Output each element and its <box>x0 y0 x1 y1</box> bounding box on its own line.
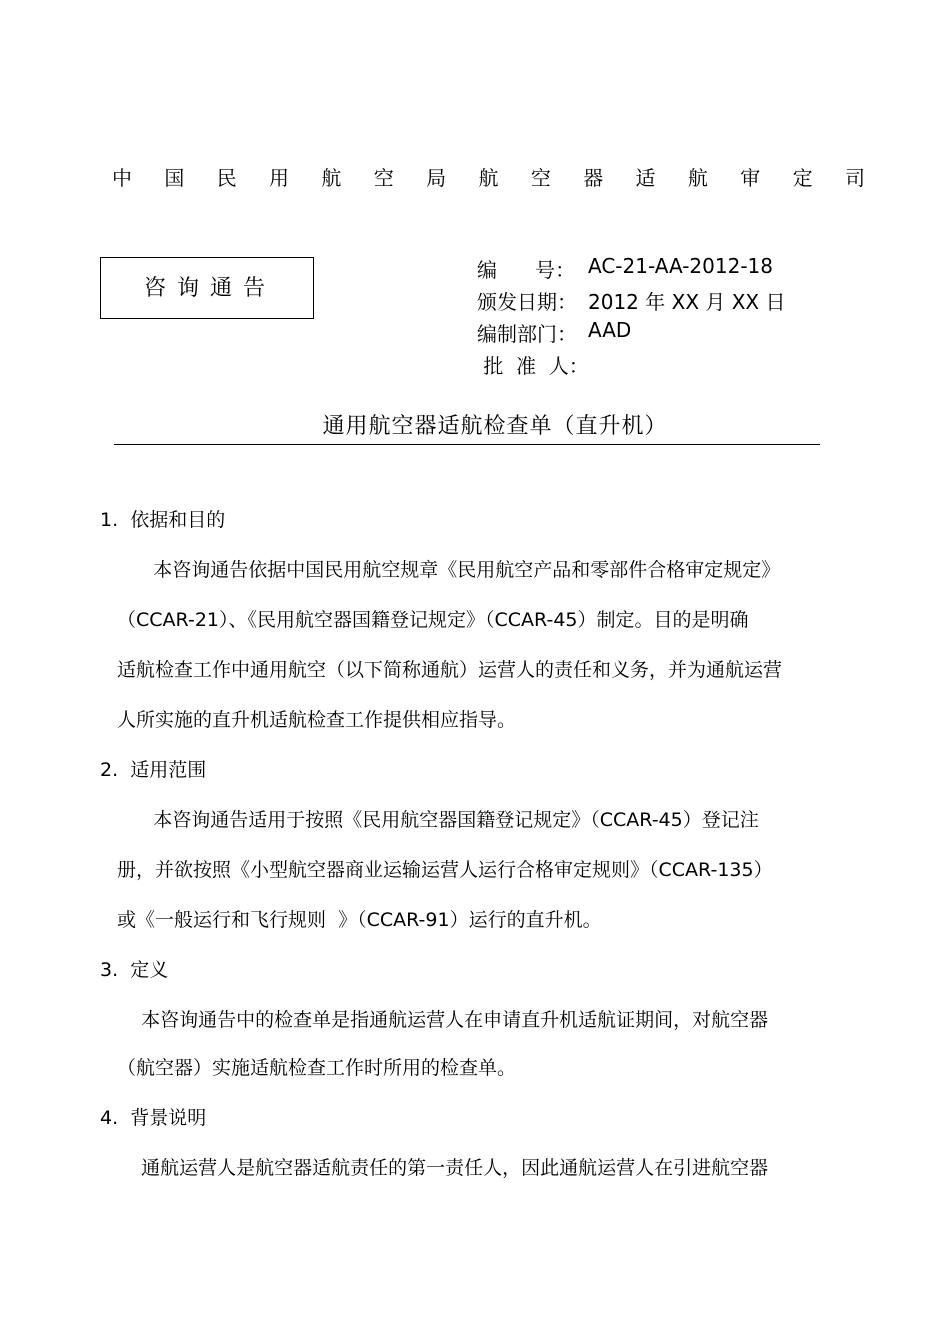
paragraph-line: 本咨询通告中的检查单是指通航运营人在申请直升机适航证期间，对航空器 <box>117 1009 769 1031</box>
paragraph-line: 本咨询通告适用于按照《民用航空器国籍登记规定》（CCAR-45）登记注 <box>117 809 759 831</box>
document-title: 通用航空器适航检查单（直升机） <box>322 414 668 439</box>
meta-date-value: 2012 年 XX 月 XX 日 <box>588 290 786 314</box>
section-heading: 1. 依据和目的 <box>100 509 226 531</box>
paragraph-line: 人所实施的直升机适航检查工作提供相应指导。 <box>117 709 517 731</box>
issuing-agency: 中 国 民 用 航 空 局 航 空 器 适 航 审 定 司 <box>111 166 878 190</box>
paragraph-line: （CCAR-21）、《民用航空器国籍登记规定》（CCAR-45）制定。目的是明确 <box>117 609 749 631</box>
meta-date-label: 颁发日期： <box>477 290 577 314</box>
paragraph-line: 本咨询通告依据中国民用航空规章《民用航空产品和零部件合格审定规定》 <box>117 559 781 581</box>
meta-number-value: AC-21-AA-2012-18 <box>588 254 773 278</box>
meta-department-label: 编制部门： <box>477 322 577 346</box>
paragraph-line: 通航运营人是航空器适航责任的第一责任人，因此通航运营人在引进航空器 <box>117 1157 769 1179</box>
notice-label: 咨询通告 <box>143 276 276 301</box>
section-heading: 4. 背景说明 <box>100 1107 207 1129</box>
paragraph-line: （航空器）实施适航检查工作时所用的检查单。 <box>117 1057 517 1079</box>
paragraph-line: 或《一般运行和飞行规则 》（CCAR-91）运行的直升机。 <box>117 909 602 931</box>
paragraph-line: 册，并欲按照《小型航空器商业运输运营人运行合格审定规则》（CCAR-135） <box>117 859 773 881</box>
meta-approver-label: 批 准 人： <box>477 354 589 378</box>
meta-number-label: 编 号： <box>477 258 576 282</box>
section-heading: 2. 适用范围 <box>100 759 207 781</box>
paragraph-line: 适航检查工作中通用航空（以下简称通航）运营人的责任和义务，并为通航运营 <box>117 659 783 681</box>
title-rule <box>114 444 820 445</box>
meta-department-value: AAD <box>588 318 632 342</box>
section-heading: 3. 定义 <box>100 959 169 981</box>
